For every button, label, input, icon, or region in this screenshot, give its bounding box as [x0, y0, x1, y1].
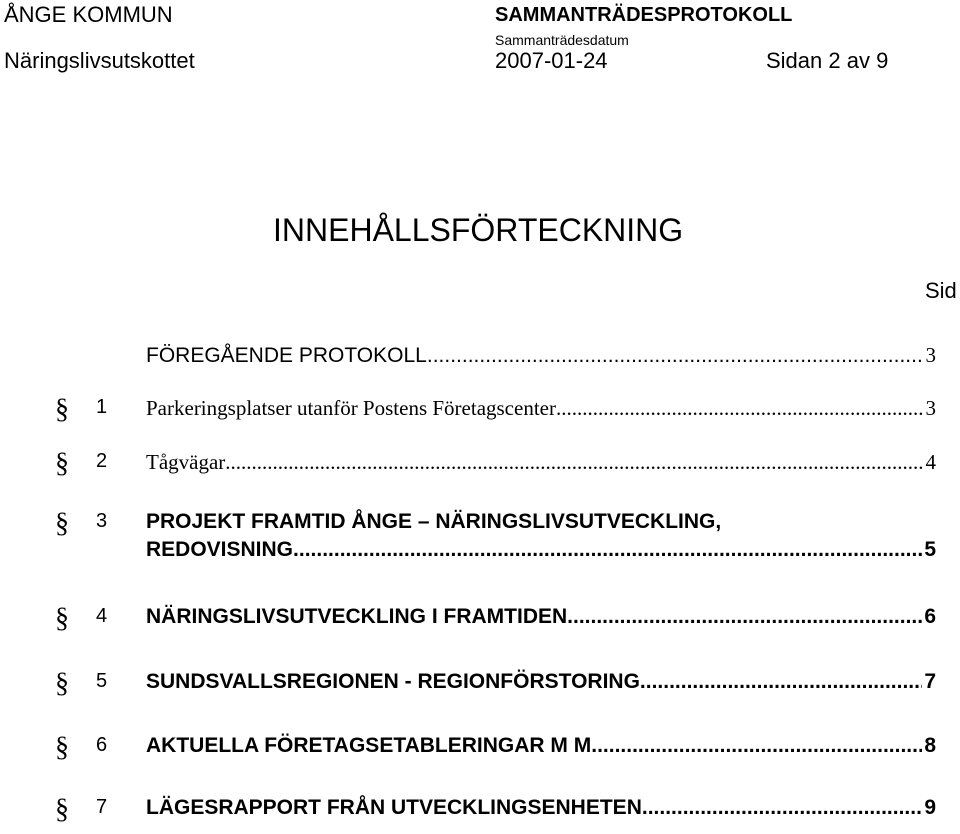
dot-leader — [567, 605, 922, 629]
toc-entry-label: SUNDSVALLSREGIONEN - REGIONFÖRSTORING — [146, 670, 640, 693]
committee-name: Näringslivsutskottet — [4, 48, 195, 73]
section-sign: § — [55, 508, 69, 539]
page-column-label: Sid — [925, 278, 957, 303]
toc-entry-label: LÄGESRAPPORT FRÅN UTVECKLINGSENHETEN — [146, 796, 642, 819]
toc-entry-label: NÄRINGSLIVSUTVECKLING I FRAMTIDEN — [146, 605, 568, 628]
date-label: Sammanträdesdatum — [495, 32, 629, 48]
toc-entry-page: 5 — [924, 538, 936, 561]
section-sign: § — [55, 394, 69, 425]
dot-leader — [591, 734, 922, 758]
dot-leader — [642, 796, 922, 820]
section-number: 5 — [96, 670, 108, 692]
section-sign: § — [55, 732, 69, 763]
toc-entry-label-line2: REDOVISNING — [146, 538, 294, 561]
toc-entry-7[interactable] — [0, 794, 960, 834]
toc-entry-page: 8 — [924, 734, 936, 757]
toc-entry-page: 3 — [925, 396, 936, 420]
toc-entry-1[interactable] — [0, 394, 960, 434]
toc-title: INNEHÅLLSFÖRTECKNING — [273, 212, 684, 248]
toc-entry-5[interactable] — [0, 668, 960, 708]
dot-leader — [293, 538, 922, 562]
section-number: 3 — [96, 510, 108, 532]
page-indicator: Sidan 2 av 9 — [766, 48, 889, 73]
dot-leader — [640, 670, 922, 694]
document-type: SAMMANTRÄDESPROTOKOLL — [495, 4, 793, 26]
toc-entry-page: 3 — [925, 343, 936, 367]
section-number: 4 — [96, 605, 108, 627]
section-sign: § — [55, 603, 69, 634]
toc-entry-label: FÖREGÅENDE PROTOKOLL — [146, 344, 427, 367]
toc-entry-label: Parkeringsplatser utanför Postens Företagscenter — [146, 396, 556, 420]
toc-entry-page: 9 — [924, 796, 936, 819]
toc-entry-page: 6 — [924, 605, 936, 628]
toc-entry-page: 7 — [924, 670, 936, 693]
toc-entry-preface[interactable] — [0, 341, 960, 381]
dot-leader — [225, 450, 923, 475]
toc-entry-label: AKTUELLA FÖRETAGSETABLERINGAR M M — [146, 734, 592, 757]
organization-name: ÅNGE KOMMUN — [4, 2, 173, 27]
meeting-date: 2007-01-24 — [495, 48, 608, 73]
toc-entry-2[interactable] — [0, 448, 960, 488]
toc-entry-6[interactable] — [0, 732, 960, 772]
toc-entry-4[interactable] — [0, 603, 960, 643]
section-sign: § — [55, 668, 69, 699]
dot-leader — [556, 396, 924, 421]
section-number: 1 — [96, 396, 108, 418]
toc-entry-label: Tågvägar — [146, 450, 226, 474]
toc-entry-3[interactable] — [0, 508, 960, 568]
dot-leader — [427, 344, 924, 368]
section-sign: § — [55, 448, 69, 479]
toc-entry-label-line1: PROJEKT FRAMTID ÅNGE – NÄRINGSLIVSUTVECKLING, — [146, 510, 722, 533]
section-number: 2 — [96, 450, 108, 472]
section-number: 6 — [96, 734, 108, 756]
section-number: 7 — [96, 796, 108, 818]
toc-entry-page: 4 — [925, 450, 936, 474]
section-sign: § — [55, 794, 69, 825]
